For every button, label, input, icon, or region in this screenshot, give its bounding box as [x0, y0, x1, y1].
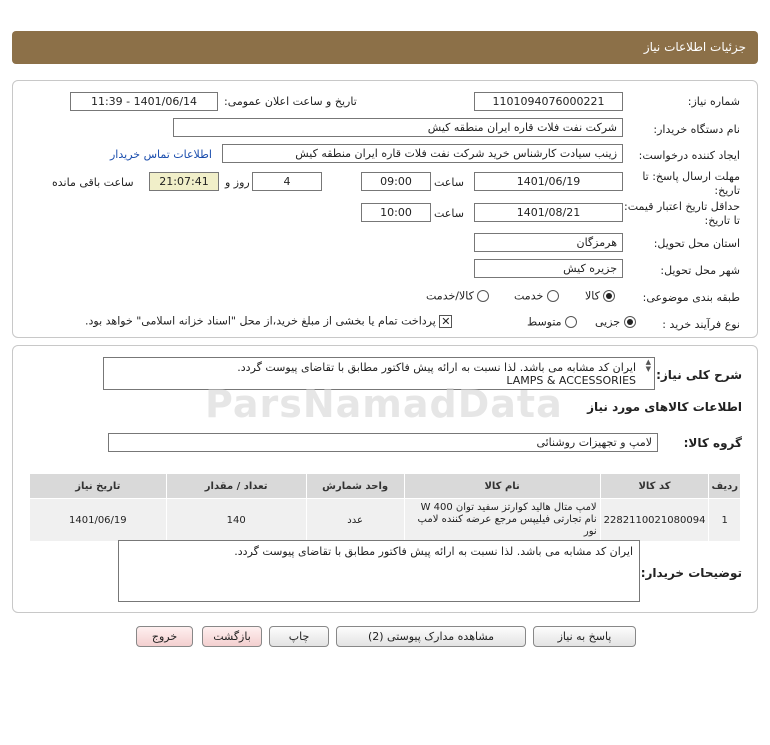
- deadline-time-label: ساعت: [434, 176, 464, 189]
- process-option-medium[interactable]: [527, 315, 577, 329]
- buyer-notes-box: [118, 540, 640, 602]
- buyer-org-label: نام دستگاه خریدار:: [653, 123, 740, 136]
- announce-field: 1401/06/14 - 11:39: [70, 92, 218, 111]
- scroll-arrows-icon[interactable]: ▲ ▼: [645, 358, 651, 373]
- process-option-minor[interactable]: [595, 315, 636, 329]
- col-date: تاریخ نیاز: [30, 474, 167, 499]
- treasury-payment-label: پرداخت تمام یا بخشی از مبلغ خرید،از محل "اسناد خزانه اسلامی" خواهد بود.: [85, 314, 436, 328]
- process-option-label: متوسط: [527, 315, 562, 329]
- summary-label: شرح کلی نیاز:: [656, 368, 742, 382]
- back-button[interactable]: بازگشت: [202, 626, 262, 647]
- radio-icon: [565, 316, 577, 328]
- buyer-contact-link[interactable]: اطلاعات تماس خریدار: [110, 148, 212, 161]
- province-label: استان محل تحویل:: [653, 237, 740, 250]
- cell-date: 1401/06/19: [30, 499, 167, 542]
- process-option-label: جزیی: [595, 315, 621, 329]
- cell-row: 1: [709, 499, 741, 542]
- category-option-goods[interactable]: [585, 289, 615, 303]
- goods-group-field: لامپ و تجهیزات روشنائی: [108, 433, 658, 452]
- attachments-button[interactable]: مشاهده مدارک پیوستی (2): [336, 626, 526, 647]
- col-code: کد کالا: [600, 474, 709, 499]
- exit-button[interactable]: خروج: [136, 626, 193, 647]
- category-option-service[interactable]: [514, 289, 559, 303]
- col-name: نام کالا: [404, 474, 600, 499]
- category-label: طبقه بندی موضوعی:: [642, 291, 740, 304]
- print-button[interactable]: چاپ: [269, 626, 329, 647]
- requester-label: ایجاد کننده درخواست:: [638, 149, 740, 162]
- page-header: [12, 31, 758, 64]
- buyer-notes-text: ایران کد مشابه می باشد. لذا نسبت به ارائه پیش فاکتور مطابق با تقاضای پیوست گردد.: [234, 545, 633, 558]
- deadline-date-field: 1401/06/19: [474, 172, 623, 191]
- province-field: هرمزگان: [474, 233, 623, 252]
- cell-qty: 140: [166, 499, 306, 542]
- col-qty: تعداد / مقدار: [166, 474, 306, 499]
- deadline-time-field: 09:00: [361, 172, 431, 191]
- radio-selected-icon: [603, 290, 615, 302]
- watermark-text: ParsNamadData: [205, 382, 563, 426]
- time-remaining-label: ساعت باقی مانده: [52, 176, 134, 189]
- col-row: ردیف: [709, 474, 741, 499]
- cell-name: لامپ متال هالید کوارتز سفید توان 400 W نام تجارتی فیلیپس مرجع عرضه کننده لامپ نور: [404, 499, 600, 542]
- buyer-org-field: شرکت نفت فلات قاره ایران منطقه کیش: [173, 118, 623, 137]
- time-remaining-field: 21:07:41: [149, 172, 219, 191]
- items-table-wrapper: [29, 473, 741, 542]
- buyer-notes-label: توضیحات خریدار:: [640, 566, 742, 580]
- category-option-label: کالا/خدمت: [426, 289, 474, 303]
- need-number-label: شماره نیاز:: [687, 95, 740, 108]
- goods-section-title: اطلاعات کالاهای مورد نیاز: [587, 400, 742, 414]
- radio-icon: [547, 290, 559, 302]
- summary-line-2: LAMPS & ACCESSORIES: [506, 374, 636, 387]
- goods-group-label: گروه کالا:: [683, 436, 742, 450]
- radio-selected-icon: [624, 316, 636, 328]
- col-unit: واحد شمارش: [306, 474, 404, 499]
- deadline-label: مهلت ارسال پاسخ: تا تاریخ:: [642, 170, 740, 197]
- announce-label: تاریخ و ساعت اعلان عمومی:: [224, 95, 357, 108]
- days-label: روز و: [225, 176, 250, 189]
- city-field: جزیره کیش: [474, 259, 623, 278]
- table-row[interactable]: [30, 499, 741, 542]
- requester-field: زینب سیادت کارشناس خرید شرکت نفت فلات قاره ایران منطقه کیش: [222, 144, 623, 163]
- category-option-label: کالا: [585, 289, 600, 303]
- validity-time-label: ساعت: [434, 207, 464, 220]
- reply-button[interactable]: پاسخ به نیاز: [533, 626, 636, 647]
- cell-code: 2282110021080094: [600, 499, 709, 542]
- items-table: [29, 473, 741, 542]
- validity-label: حداقل تاریخ اعتبار قیمت: تا تاریخ:: [624, 200, 740, 227]
- process-label: نوع فرآیند خرید :: [662, 318, 740, 331]
- page-title: جزئیات اطلاعات نیاز: [643, 40, 746, 54]
- category-option-label: خدمت: [514, 289, 544, 303]
- validity-time-field: 10:00: [361, 203, 431, 222]
- treasury-payment-checkbox[interactable]: [85, 314, 452, 328]
- days-remaining-field: 4: [252, 172, 322, 191]
- summary-line-1: ایران کد مشابه می باشد. لذا نسبت به ارائه پیش فاکتور مطابق با تقاضای پیوست گردد.: [237, 361, 636, 374]
- table-header-row: [30, 474, 741, 499]
- need-number-field: 1101094076000221: [474, 92, 623, 111]
- city-label: شهر محل تحویل:: [660, 264, 740, 277]
- checkbox-icon: ✕: [441, 314, 451, 328]
- cell-unit: عدد: [306, 499, 404, 542]
- category-option-goods-service[interactable]: [426, 289, 489, 303]
- validity-date-field: 1401/08/21: [474, 203, 623, 222]
- radio-icon: [477, 290, 489, 302]
